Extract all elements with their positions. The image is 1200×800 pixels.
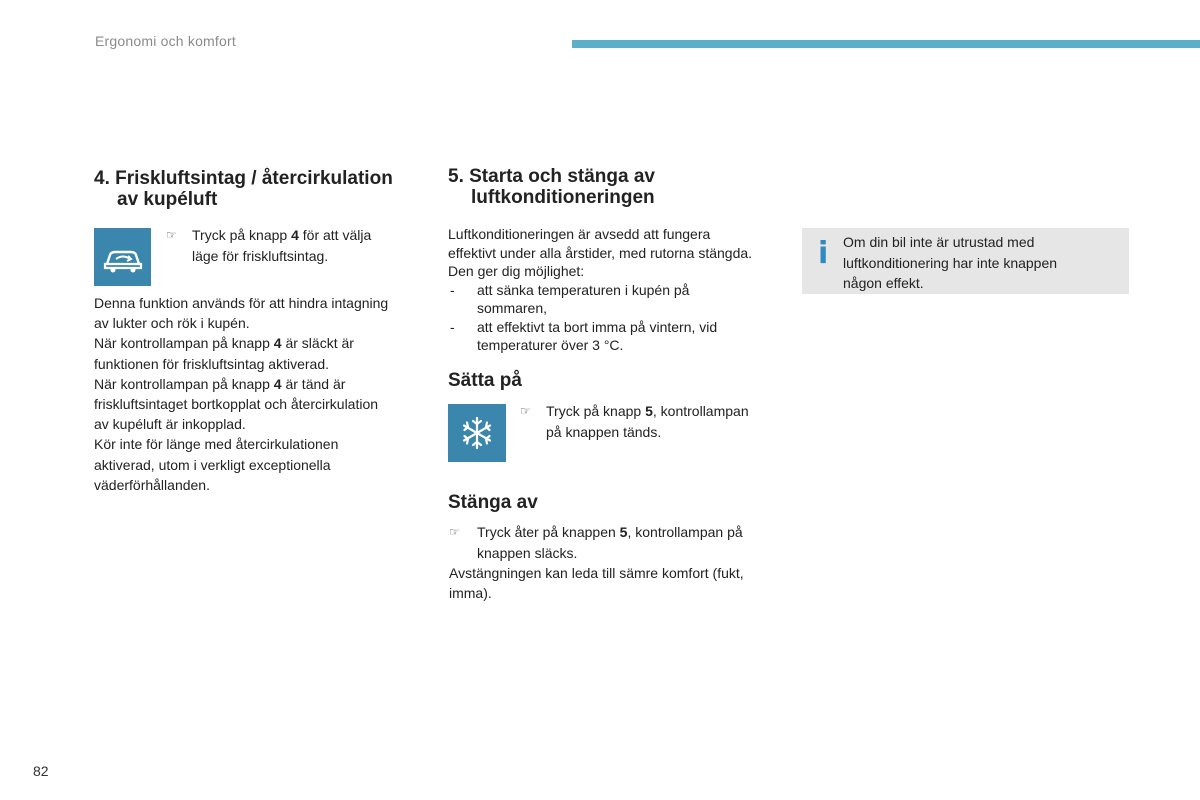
list-item: - att sänka temperaturen i kupén på sommaren, [448, 281, 788, 318]
section-4-heading: 4. Friskluftsintag / återcirkulation av kupéluft [94, 168, 393, 210]
section-4 [94, 168, 424, 210]
ac-button-icon [448, 404, 506, 462]
list-item: - att effektivt ta bort imma på vintern, vid temperaturer över 3 °C. [448, 318, 788, 355]
snowflake-icon [457, 413, 497, 453]
turn-off-instruction: ☞ Tryck åter på knappen 5, kontrollampan på knappen släcks. [449, 524, 743, 561]
turn-on-heading: Sätta på [448, 370, 522, 391]
page-number: 82 [33, 763, 49, 779]
hand-pointer-icon: ☞ [520, 404, 531, 418]
turn-on-instruction: ☞ Tryck på knapp 5, kontrollampan på knappen tänds. [520, 403, 749, 440]
car-air-recirculation-icon [101, 240, 145, 274]
section-5 [448, 166, 778, 208]
turn-off-note: Avstängningen kan leda till sämre komfort (fukt, imma). [449, 565, 744, 602]
section-5-heading: 5. Starta och stänga av luftkonditioneringen [448, 166, 655, 208]
section-4-instruction: ☞ Tryck på knapp 4 för att välja läge för friskluftsintag. [166, 227, 372, 264]
info-note: i Om din bil inte är utrustad med luftkonditionering har inte knappen någon effekt. [802, 228, 1129, 294]
hand-pointer-icon: ☞ [449, 525, 460, 539]
info-icon: i [818, 236, 829, 271]
hand-pointer-icon: ☞ [166, 228, 177, 242]
benefit-list [448, 281, 788, 355]
section-4-body: Denna funktion används för att hindra intagning av lukter och rök i kupén. När kontrollampan på knapp 4 är släckt är funktionen för friskluftsintag aktiverad. När kontrollampan på knapp 4 är tänd är friskluftsintaget bortkopplat och återcirkulation av kupéluft är inkopplad. Kör inte för länge med återcirkulationen aktiverad, utom i verkligt exceptionella väderförhållanden. [94, 295, 389, 493]
section-title: Ergonomi och komfort [95, 33, 236, 49]
section-5-intro: Luftkonditioneringen är avsedd att fungera effektivt under alla årstider, med rutorna stängda. Den ger dig möjlighet: - att sänka temperaturen i kupén på sommaren, - att effektivt ta bort imma på vintern, vid temperaturer över 3 °C. [448, 225, 788, 355]
header-accent-bar [572, 40, 1200, 48]
turn-off-heading: Stänga av [448, 492, 538, 513]
recirculation-button-icon [94, 228, 151, 286]
